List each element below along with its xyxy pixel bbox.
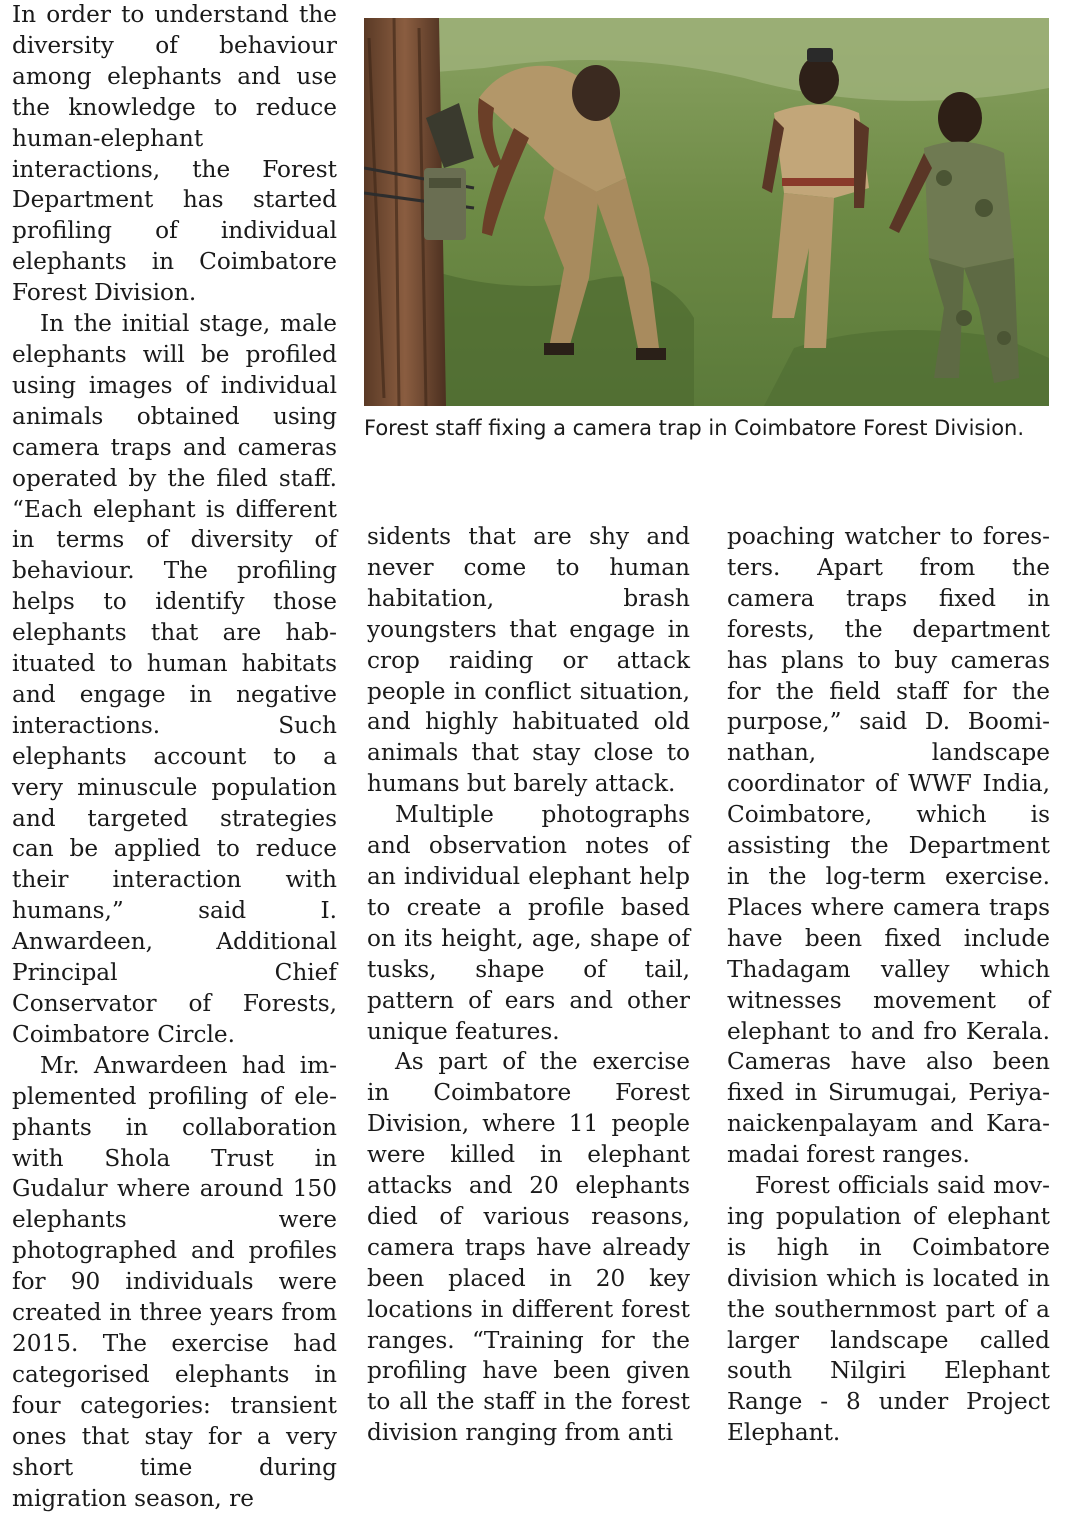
article-column-3 — [727, 522, 1050, 1449]
paragraph: In order to understand the diversity of behaviour among elephants and use the knowledge to reduce human-elephant interactions, the Forest Department has started profiling of individual elephants in Coimbatore Forest Division. — [12, 1, 337, 307]
paragraph: As part of the exercise in Coimbatore Forest Division, where 11 people were killed in elephant attacks and 20 elephants died of various reasons, camera traps have already been placed in 20 key locations in different forest ranges. “Training for the profiling have been given to all the staff in the forest division ranging from anti — [367, 1048, 690, 1447]
article-column-1 — [12, 0, 337, 1514]
photo-caption: Forest staff fixing a camera trap in Coimbatore Forest Division. — [364, 416, 1025, 440]
paragraph: In the initial stage, male elephants will be profiled using images of individual animals obtained using camera traps and cameras operated by the filed staff. “Each elephant is different in terms of diversity of behaviour. The profiling helps to identify those elephants that are habituated to human habitats and engage in negative interactions. Such elephants account to a very minuscule population and targeted strategies can be applied to reduce their interaction with humans,” said I. Anwardeen, Additional Principal Chief Conservator of Forests, Coimbatore Circle. — [12, 310, 337, 1048]
photo — [364, 18, 1049, 406]
paragraph: Multiple photographs and observation notes of an individual elephant help to create a profile based on its height, age, shape of tusks, shape of tail, pattern of ears and other unique features. — [367, 801, 690, 1045]
paragraph: Forest officials said moving population of elephant is high in Coimbatore division which is located in the southernmost part of a larger landscape called south Nilgiri Elephant Range - 8 under Project Elephant. — [727, 1172, 1050, 1447]
paragraph: Mr. Anwardeen had implemented profiling of elephants in collaboration with Shola Trust in Gudalur where around 150 elephants were photographed and profiles for 90 individuals were created in three years from 2015. The exercise had categorised elephants in four categories: transient ones that stay for a very short time during migration season, re — [12, 1051, 337, 1512]
paragraph: poaching watcher to foresters. Apart from the camera traps fixed in forests, the department has plans to buy cameras for the field staff for the purpose,” said D. Boominathan, landscape coordinator of WWF India, Coimbatore, which is assisting the Department in the log-term exercise. Places where camera traps have been fixed include Thadagam valley which witnesses movement of elephant to and fro Kerala. Cameras have also been fixed in Sirumugai, Periyanaickenpalayam and Karamadai forest ranges. — [727, 523, 1050, 1169]
article-column-2 — [367, 522, 690, 1449]
paragraph: sidents that are shy and never come to human habitation, brash youngsters that engage in crop raiding or attack people in conflict situation, and highly habituated old animals that stay close to humans but barely attack. — [367, 523, 690, 798]
